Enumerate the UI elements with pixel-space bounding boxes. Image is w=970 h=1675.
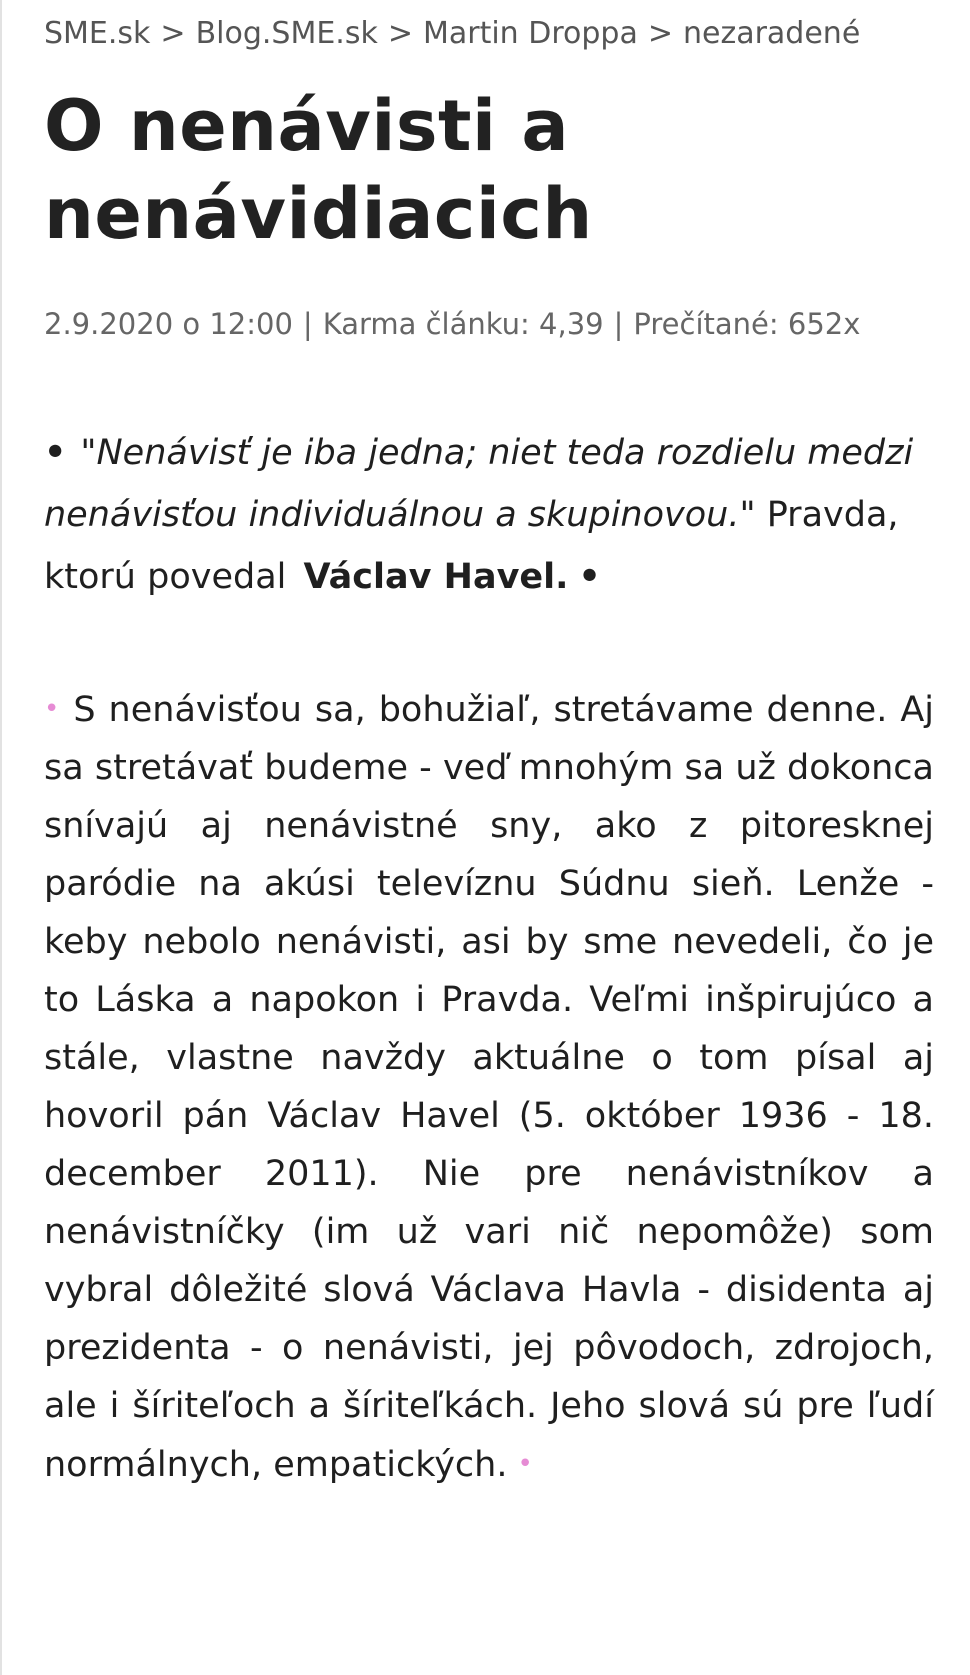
meta-separator: | xyxy=(613,307,624,341)
lead-text: Pravda, ktorú povedal xyxy=(44,495,899,597)
article-read-count: Prečítané: 652x xyxy=(633,307,861,341)
article-page xyxy=(44,0,934,1529)
paragraph-dot-end-icon: • xyxy=(517,1449,533,1479)
body-text: S nenávisťou sa, bohužiaľ, stretávame denne. Aj sa stretávať budeme - veď mnohým sa už dokonca snívajú aj nenávistné sny, ako z pitoresknej paródie na akúsi televíznu Súdnu sieň. Lenže - keby nebolo nenávisti, asi by sme nevedeli, čo je to Láska a napokon i Pravda. Veľmi inšpirujúco a stále, vlastne navždy aktuálne o tom písal aj hovoril pán Václav Havel (5. október 1936 - 18. december 2011). Nie pre nenávistníkov a nenávistníčky (im už vari nič nepomôže) som vybral dôležité slová Václava Havla - disidenta aj prezidenta - o nenávisti, jej pôvodoch, zdrojoch, ale i šíriteľoch a šíriteľkách. Jeho slová sú pre ľudí normálnych, empatických. xyxy=(44,690,934,1485)
article-body-paragraph xyxy=(44,680,934,1494)
article-karma: Karma článku: 4,39 xyxy=(322,307,604,341)
breadcrumb-link-category[interactable]: nezaradené xyxy=(682,16,861,51)
article-meta xyxy=(44,304,934,344)
paragraph-dot-icon: • xyxy=(44,694,60,724)
breadcrumb-link-blog[interactable]: Blog.SME.sk xyxy=(195,16,378,51)
lead-quote: "Nenávisť je iba jedna; niet teda rozdielu medzi nenávisťou individuálnou a skupinovou." xyxy=(44,433,914,535)
article-date: 2.9.2020 o 12:00 xyxy=(44,307,293,341)
lead-bullet: • xyxy=(44,433,67,473)
breadcrumb-separator: > xyxy=(647,16,673,51)
lead-author: Václav Havel. xyxy=(303,557,569,597)
article-title: O nenávisti a nenávidiacich xyxy=(44,85,593,255)
meta-separator: | xyxy=(302,307,313,341)
article-lead xyxy=(44,422,934,608)
lead-bullet-end: • xyxy=(578,557,601,597)
breadcrumb-separator: > xyxy=(387,16,413,51)
breadcrumb-separator: > xyxy=(160,16,186,51)
breadcrumb-link-sme[interactable]: SME.sk xyxy=(44,16,151,51)
breadcrumb-link-author[interactable]: Martin Droppa xyxy=(422,16,638,51)
breadcrumb xyxy=(44,14,934,54)
